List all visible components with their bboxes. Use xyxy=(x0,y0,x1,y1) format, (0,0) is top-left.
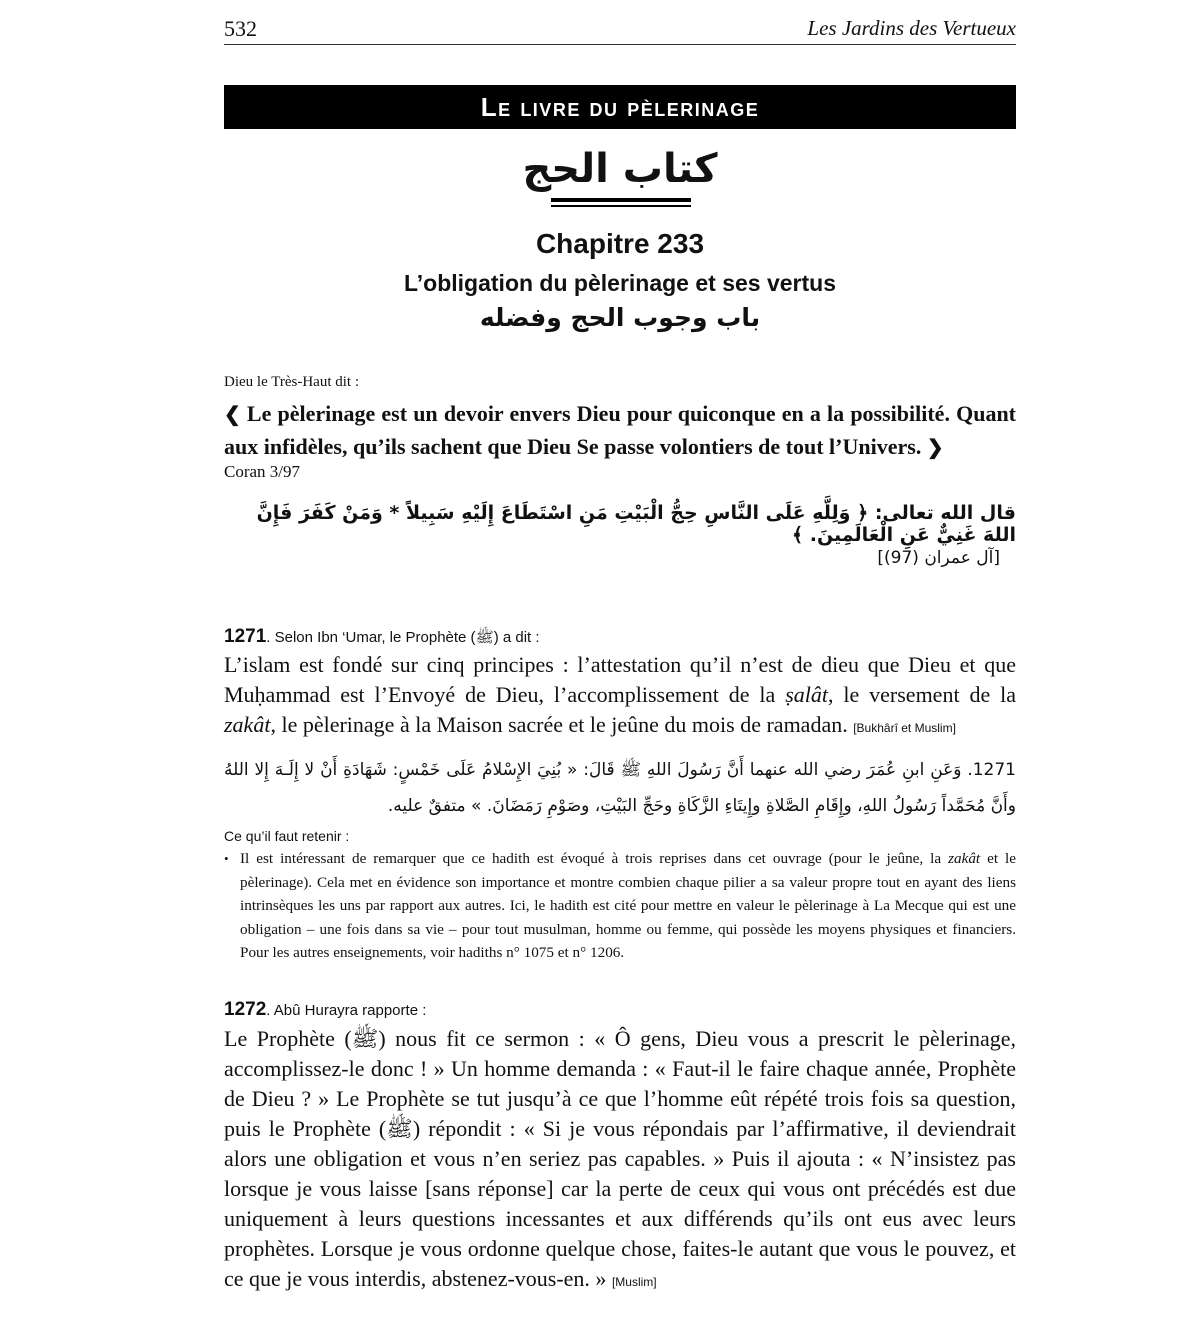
running-title: Les Jardins des Vertueux xyxy=(807,16,1016,40)
term-zakat: zakât xyxy=(948,850,981,867)
quran-verse-fr xyxy=(224,398,1016,464)
hadith-1271-arabic: 1271. وَعَنِ ابنِ عُمَرَ رضي الله عنهما أَنَّ رَسُولَ اللهِ ﷺ قَالَ: « بُنِيَ الإِسْلامُ عَلَى خَمْسٍ: شَهَادَةِ أَنْ لا إِلَـهَ إِلا اللهُ وأَنَّ مُحَمَّداً رَسُولُ اللهِ، وإِقَامِ الصَّلاةِ وإِيتَاءِ الزَّكَاةِ وحَجِّ البَيْتِ، وصَوْمِ رَمَضَانَ. » متفقٌ عليه. xyxy=(224,760,1016,816)
quran-verse-text: Le pèlerinage est un devoir envers Dieu pour quiconque en a la possibilité. Quant aux infidèles, qu’ils sachent que Dieu Se passe volontiers de tout l’Univers. xyxy=(224,401,1017,459)
hadith-1271-header xyxy=(224,626,540,650)
hadith-text-part: , le pèlerinage à la Maison sacrée et le jeûne du mois de ramadan. xyxy=(270,712,854,737)
hadith-source: [Muslim] xyxy=(611,1275,657,1289)
quran-reference-ar: [آل عمران (97)] xyxy=(877,548,1000,568)
quran-close-bracket: ❯ xyxy=(926,437,944,459)
hadith-number: 1271 xyxy=(224,626,267,647)
page-header xyxy=(224,14,1016,44)
quran-open-bracket: ❮ xyxy=(224,404,241,426)
retenir-text-part: et le pèlerinage). Cela met en évidence son importance et montre combien chaque pilier a sa valeur propre tout en ayant des liens intrinsèques les uns par rapport aux autres. Ici, le hadith est cité pour mettre en valeur le pèlerinage à La Mecque qui est une obligation – une fois dans sa vie – pour tout musulman, homme ou femme, qui possède les moyens physiques et financiers. Pour les autres enseignements, voir hadiths n° 1075 et n° 1206. xyxy=(240,850,1017,961)
hadith-text: Le Prophète (ﷺ) nous fit ce sermon : « Ô gens, Dieu vous a prescrit le pèlerinage, accomplissez-le donc ! » Un homme demanda : « Faut-il le faire chaque année, Prophète de Dieu ? » Le Prophète se tut jusqu’à ce que l’homme eût répété trois fois sa question, puis le Prophète (ﷺ) répondit : « Si je vous répondais par l’affirmative, il deviendrait alors une obligation et vous n’en seriez pas capables. » Puis il ajouta : « N’insistez pas lorsque je vous laisse [sans réponse] car la perte de ceux qui vous ont précédés est due uniquement à leurs questions incessantes et aux différends qu’ils ont eus avec leurs prophètes. Lorsque je vous ordonne quelque chose, faites-le autant que vous le pouvez, et ce que je vous interdis, abstenez-vous-en. » xyxy=(224,1026,1016,1291)
book-title-banner xyxy=(224,85,1016,129)
quran-reference: Coran 3/97 xyxy=(224,462,301,481)
hadith-1272-text xyxy=(224,1024,1016,1297)
title-double-rule xyxy=(551,198,691,207)
term-zakat: zakât xyxy=(224,712,271,737)
retenir-label: Ce qu’il faut retenir : xyxy=(224,828,350,844)
retenir-text-part: Il est intéressant de remarquer que ce hadith est évoqué à trois reprises dans cet ouvrage (pour le jeûne, la xyxy=(240,850,949,867)
hadith-text-part: L’islam est fondé sur cinq principes : l’attestation qu’il n’est de dieu que Dieu et que Muḥammad est l’Envoyé de Dieu, l’accomplissement de la xyxy=(224,652,1016,707)
quran-verse-ar: قال الله تعالى: ﴿ وَلِلَّهِ عَلَى النَّاسِ حِجُّ الْبَيْتِ مَنِ اسْتَطَاعَ إِلَيْهِ سَبِيلاً * وَمَنْ كَفَرَ فَإِنَّ اللهَ غَنِيٌّ عَنِ الْعَالَمِينَ. ﴾ xyxy=(256,502,1016,546)
chapter-title-fr: L’obligation du pèlerinage et ses vertus xyxy=(404,270,836,296)
quran-intro: Dieu le Très-Haut dit : xyxy=(224,374,359,390)
header-divider xyxy=(224,44,1016,45)
term-salat: ṣalât xyxy=(785,682,828,707)
retenir-note xyxy=(224,847,1016,965)
hadith-text-part: , le versement de la xyxy=(827,682,1016,707)
chapter-number: Chapitre 233 xyxy=(535,228,705,259)
hadith-1271-text xyxy=(224,650,1016,743)
page-number: 532 xyxy=(224,16,257,41)
hadith-1272-header xyxy=(224,999,426,1021)
bullet-icon: • xyxy=(224,851,229,866)
hadith-narrator: . Selon Ibn ‘Umar, le Prophète (ﷺ) a dit : xyxy=(266,629,540,646)
hadith-source: [Bukhârî et Muslim] xyxy=(853,721,956,735)
book-title-fr: Le livre du pèlerinage xyxy=(480,91,760,122)
hadith-number: 1272 xyxy=(224,999,267,1020)
chapter-title-ar: باب وجوب الحج وفضله xyxy=(479,303,761,332)
book-title-ar: كتاب الحج xyxy=(522,146,718,192)
hadith-narrator: . Abû Hurayra rapporte : xyxy=(266,1002,427,1019)
